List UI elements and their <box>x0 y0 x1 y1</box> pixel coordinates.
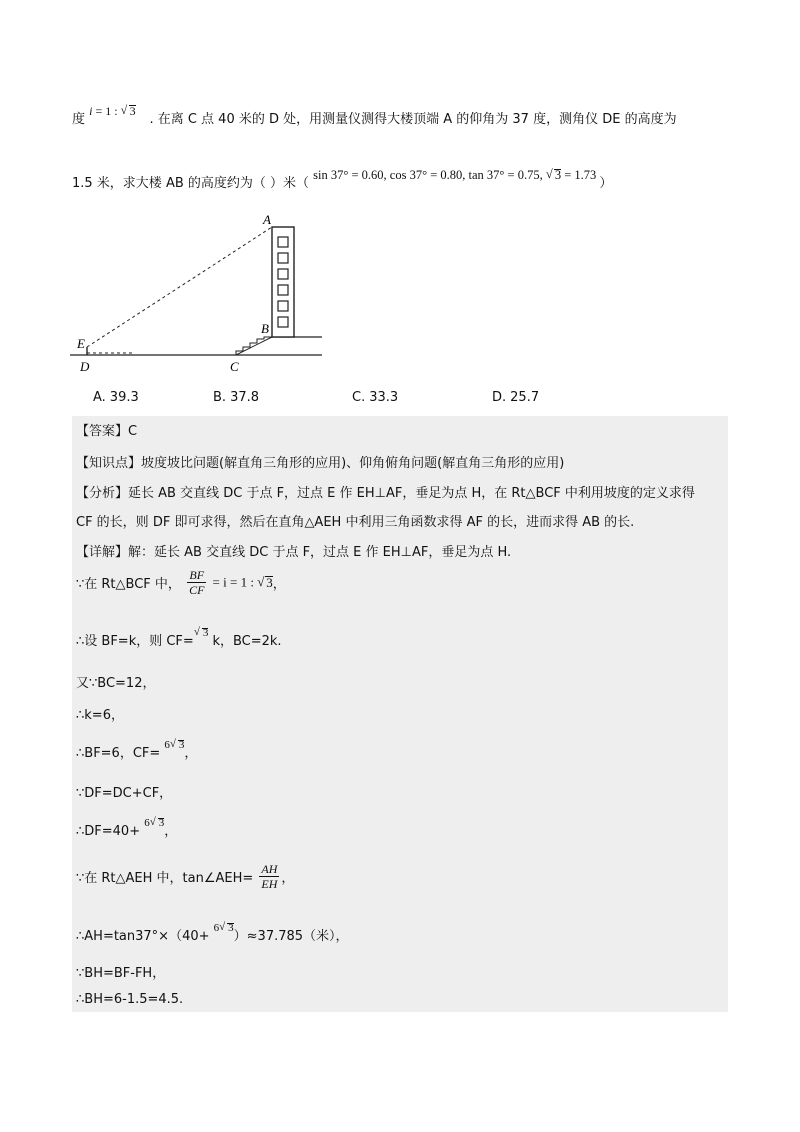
answer-line: 【答案】C <box>76 424 138 439</box>
option-a: A. 39.3 <box>93 390 139 405</box>
detail-intro: 【详解】解：延长 AB 交直线 DC 于点 F，过点 E 作 EH⊥AF，垂足为点 H. <box>76 545 512 560</box>
detail-step-4: ∴k=6， <box>76 708 124 723</box>
analysis-line-1: 【分析】延长 AB 交直线 DC 于点 F，过点 E 作 EH⊥AF，垂足为点 H，在 Rt△BCF 中利用坡度的定义求得 <box>76 486 695 501</box>
building-window <box>278 285 288 295</box>
trig-values: sin 37° = 0.60, cos 37° = 0.80, tan 37° = 0.75, √ 3 = 1.73 <box>313 168 599 182</box>
option-d: D. 25.7 <box>492 390 540 405</box>
detail-step-6: ∵DF=DC+CF， <box>76 786 173 801</box>
sight-line <box>87 227 272 347</box>
analysis-line-2: CF 的长，则 DF 即可求得，然后在直角△AEH 中利用三角函数求得 AF 的长，进而求得 AB 的长. <box>76 515 635 530</box>
detail-step-5: ∴BF=6，CF= $^{6√ 3}$， <box>76 742 197 761</box>
building-window <box>278 301 288 311</box>
building-window <box>278 317 288 327</box>
building-window <box>278 237 288 247</box>
label-b: B <box>261 321 269 336</box>
detail-step-10: ∵BH=BF-FH， <box>76 966 166 981</box>
detail-step-9: ∴AH=tan37°×（40+ $^{6√ 3}$）≈37.785（米）， <box>76 925 349 944</box>
geometry-figure <box>60 205 330 380</box>
detail-step-11: ∴BH=6-1.5=4.5. <box>76 992 184 1007</box>
label-c: C <box>230 359 239 374</box>
label-d: D <box>80 359 90 374</box>
solution-panel <box>72 416 728 1012</box>
option-c: C. 33.3 <box>352 390 399 405</box>
detail-step-2: ∴设 BF=k，则 CF=√ 3 k，BC=2k. <box>76 630 282 649</box>
building-window <box>278 253 288 263</box>
detail-step-1: ∵在 Rt△BCF 中， $\frac{BF}{CF}$ = i = 1 : √ 3， <box>76 568 286 597</box>
question-line-1: 度 i = 1 : √ 3 . 在离 C 点 40 米的 D 处，用测量仪测得大楼顶端 A 的仰角为 37 度，测角仪 DE 的高度为 <box>72 108 677 127</box>
slope-line <box>236 337 272 355</box>
detail-step-3: 又∵BC=12， <box>76 676 156 691</box>
detail-step-7: ∴DF=40+ $^{6√ 3}$， <box>76 820 177 839</box>
building-window <box>278 269 288 279</box>
option-b: B. 37.8 <box>213 390 260 405</box>
detail-step-8: ∵在 Rt△AEH 中，tan∠AEH= $\frac{AH}{EH}$ ， <box>76 862 295 891</box>
label-a: A <box>263 212 271 227</box>
knowledge-line: 【知识点】坡度坡比问题(解直角三角形的应用)、仰角俯角问题(解直角三角形的应用) <box>76 456 565 471</box>
question-line-2: 1.5 米，求大楼 AB 的高度约为（ ）米（ sin 37° = 0.60, cos 37° = 0.80, tan 37° = 0.75, √ 3 = 1.73 ） <box>72 172 612 191</box>
label-e: E <box>77 336 85 351</box>
